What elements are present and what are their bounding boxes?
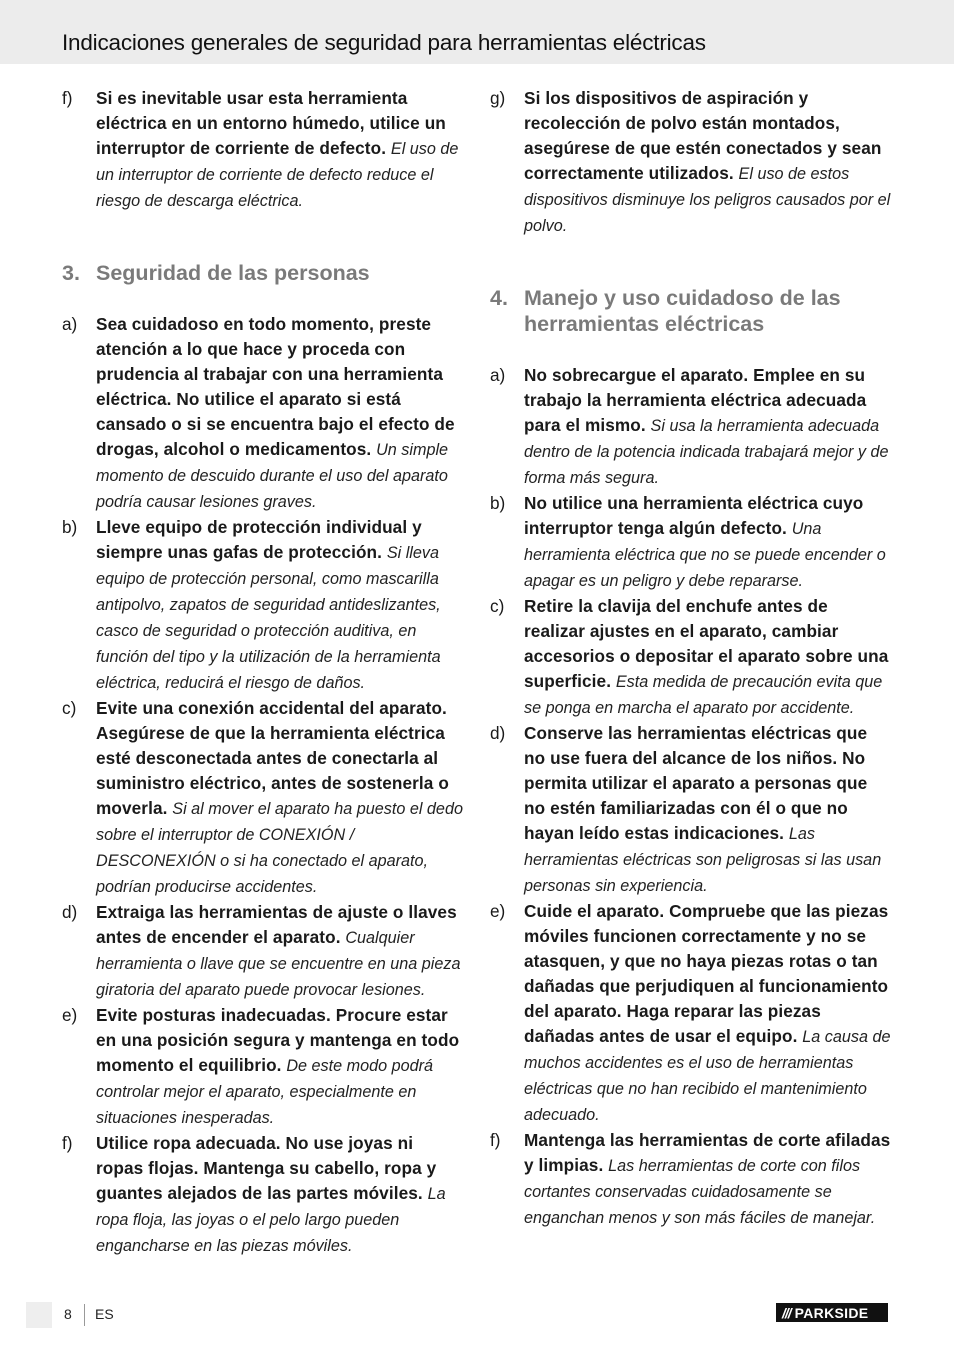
item-instruction: Lleve equipo de protección individual y siempre unas gafas de protección. [96, 517, 422, 562]
section-number: 4. [490, 286, 508, 310]
item-explanation: El uso de un interruptor de corriente de defecto reduce el riesgo de descarga eléctrica. [96, 140, 459, 210]
item-instruction: No sobrecargue el aparato. Emplee en su trabajo la herramienta eléctrica adecuada para el mismo. [524, 365, 867, 435]
item-letter: b) [62, 517, 78, 537]
item-letter: e) [490, 901, 506, 921]
item-instruction: Evite una conexión accidental del aparato. Asegúrese de que la herramienta eléctrica esté desconectada antes de conectarla al suministro eléctrico, antes de sostenerla o moverla. [96, 698, 449, 818]
item-instruction: Si es inevitable usar esta herramienta eléctrica en un entorno húmedo, utilice un interruptor de corriente de defecto. [96, 88, 446, 158]
list-item [62, 515, 464, 696]
list-item [62, 696, 464, 900]
brand-logo [776, 1303, 888, 1322]
section-title: Manejo y uso cuidadoso de las herramientas eléctricas [524, 286, 841, 336]
item-explanation: El uso de estos dispositivos disminuye los peligros causados por el polvo. [524, 165, 891, 235]
item-letter: f) [62, 1133, 73, 1153]
item-explanation: La causa de muchos accidentes es el uso de herramientas eléctricas que no han recibido el mantenimiento adecuado. [524, 1028, 891, 1124]
list-item [490, 491, 892, 594]
item-instruction: Cuide el aparato. Compruebe que las piezas móviles funcionen correctamente y no se atasquen, y que no haya piezas rotas o tan dañadas que perjudiquen al funcionamiento del aparato. Haga reparar las piezas dañadas antes de usar el equipo. [524, 901, 889, 1046]
item-explanation: Una herramienta eléctrica que no se puede encender o apagar es un peligro y debe repararse. [524, 520, 886, 590]
item-explanation: Un simple momento de descuido durante el uso del aparato podría causar lesiones graves. [96, 441, 449, 511]
item-letter: e) [62, 1005, 78, 1025]
list-item [62, 312, 464, 515]
footer-marker [26, 1302, 52, 1328]
list-item [490, 363, 892, 491]
item-explanation: La ropa floja, las joyas o el pelo largo pueden engancharse en las piezas móviles. [96, 1185, 446, 1255]
item-letter: c) [62, 698, 77, 718]
section-number: 3. [62, 261, 80, 285]
item-explanation: Esta medida de precaución evita que se ponga en marcha el aparato por accidente. [524, 673, 883, 717]
item-explanation: Si usa la herramienta adecuada dentro de la potencia indicada trabajará mejor y de forma más segura. [524, 417, 889, 487]
item-instruction: Si los dispositivos de aspiración y recolección de polvo están montados, asegúrese de que estén conectados y sean correctamente utilizados. [524, 88, 882, 183]
item-letter: a) [62, 314, 78, 334]
list-item [490, 899, 892, 1128]
list-item [490, 86, 892, 239]
item-letter: f) [62, 88, 73, 108]
item-letter: g) [490, 88, 506, 108]
list-item [62, 86, 464, 214]
item-instruction: Sea cuidadoso en todo momento, preste atención a lo que hace y proceda con prudencia al trabajar con una herramienta eléctrica. No utilice el aparato si está cansado o si se encuentra bajo el efecto de drogas, alcohol o medicamentos. [96, 314, 455, 459]
item-letter: f) [490, 1130, 501, 1150]
page-title: Indicaciones generales de seguridad para herramientas eléctricas [62, 30, 706, 55]
section-heading [62, 260, 464, 286]
item-instruction: Mantenga las herramientas de corte afiladas y limpias. [524, 1130, 891, 1175]
item-explanation: Las herramientas eléctricas son peligrosas si las usan personas sin experiencia. [524, 825, 882, 895]
right-column [490, 86, 892, 1231]
item-explanation: Si al mover el aparato ha puesto el dedo sobre el interruptor de CONEXIÓN / DESCONEXIÓN o si ha conectado el aparato, podrían producirse accidentes. [96, 800, 463, 896]
item-instruction: Retire la clavija del enchufe antes de realizar ajustes en el aparato, cambiar accesorios o depositar el aparato sobre una superficie. [524, 596, 889, 691]
section-title: Seguridad de las personas [96, 261, 370, 285]
item-instruction: No utilice una herramienta eléctrica cuyo interruptor tenga algún defecto. [524, 493, 864, 538]
footer-divider [84, 1304, 85, 1326]
item-instruction: Extraiga las herramientas de ajuste o llaves antes de encender el aparato. [96, 902, 457, 947]
item-letter: a) [490, 365, 506, 385]
left-column [62, 86, 464, 1259]
list-item [62, 900, 464, 1003]
item-explanation: Si lleva equipo de protección personal, como mascarilla antipolvo, zapatos de seguridad antideslizantes, casco de seguridad o protección auditiva, en función del tipo y la utilización de la herramienta eléctrica, reducirá el riesgo de daños. [96, 544, 441, 692]
item-explanation: Las herramientas de corte con filos cortantes conservadas cuidadosamente se enganchan menos y son más fáciles de manejar. [524, 1157, 876, 1227]
page-number: 8 [64, 1306, 72, 1322]
item-instruction: Utilice ropa adecuada. No use joyas ni ropas flojas. Mantenga su cabello, ropa y guantes alejados de las partes móviles. [96, 1133, 437, 1203]
brand-name: PARKSIDE [794, 1304, 869, 1321]
item-letter: d) [62, 902, 78, 922]
item-explanation: De este modo podrá controlar mejor el aparato, especialmente en situaciones inesperadas. [96, 1057, 434, 1127]
brand-slashes: /// [782, 1304, 791, 1321]
list-item [490, 1128, 892, 1231]
item-explanation: Cualquier herramienta o llave que se encuentre en una pieza giratoria del aparato puede provocar lesiones. [96, 929, 461, 999]
language-code: ES [95, 1306, 114, 1322]
list-item [62, 1003, 464, 1131]
list-item [490, 594, 892, 721]
list-item [490, 721, 892, 899]
list-item [62, 1131, 464, 1259]
item-instruction: Evite posturas inadecuadas. Procure estar en una posición segura y mantenga en todo momento el equilibrio. [96, 1005, 460, 1075]
item-instruction: Conserve las herramientas eléctricas que no use fuera del alcance de los niños. No permita utilizar el aparato a personas que no estén familiarizadas con él o que no hayan leído estas indicaciones. [524, 723, 868, 843]
item-letter: b) [490, 493, 506, 513]
item-letter: c) [490, 596, 505, 616]
item-letter: d) [490, 723, 506, 743]
section-heading [490, 285, 892, 337]
